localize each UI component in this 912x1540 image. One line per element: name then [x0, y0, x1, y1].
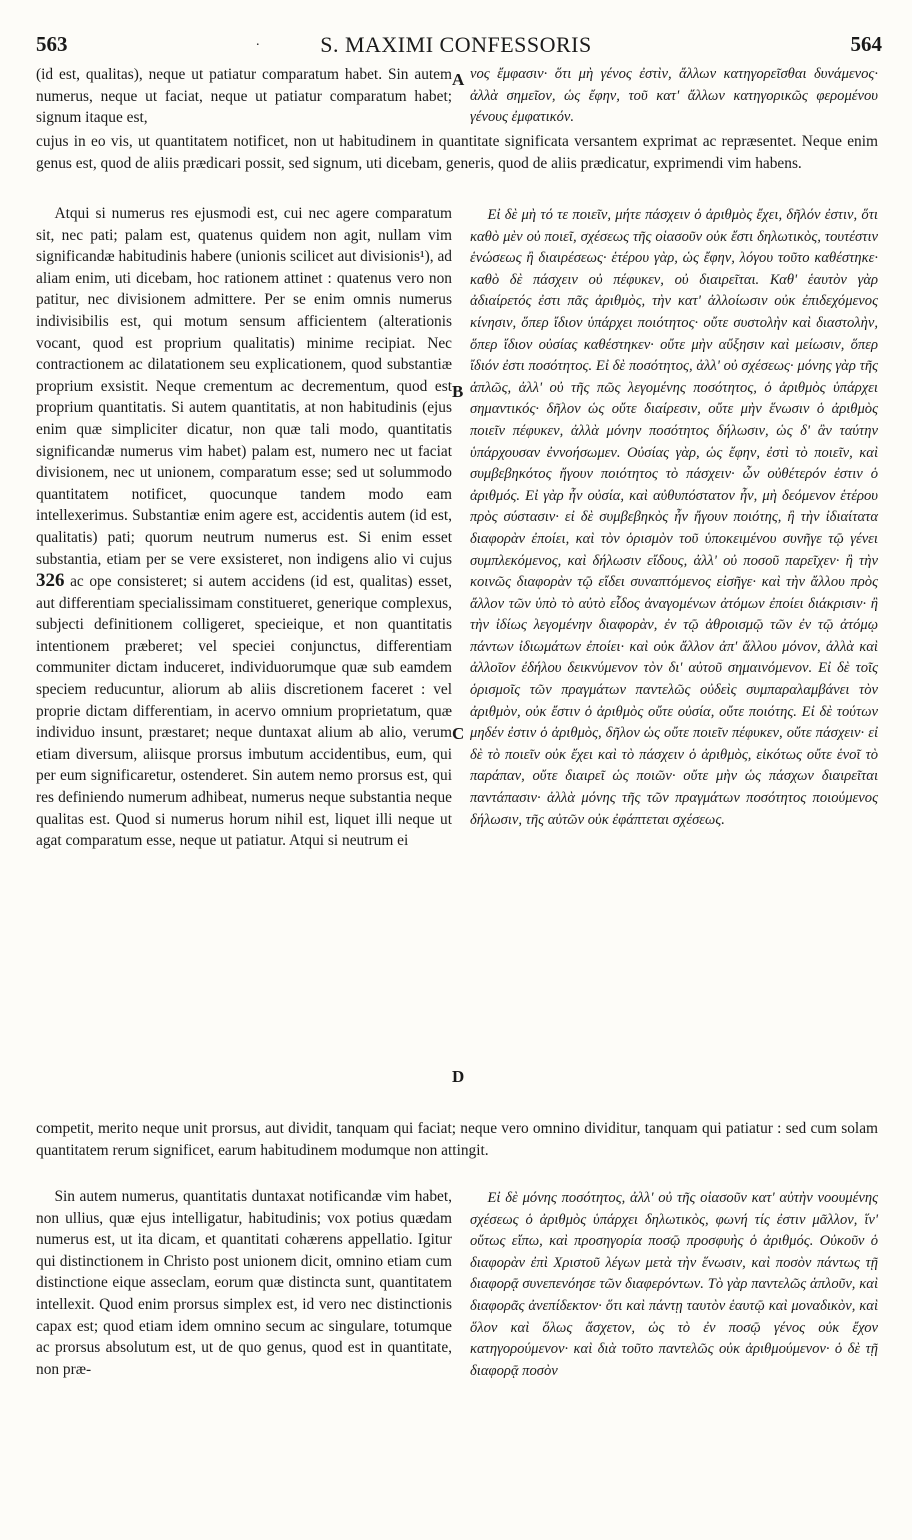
header-dot: .	[256, 34, 260, 49]
latin-column-block1	[36, 64, 452, 129]
latin-paragraph: (id est, qualitas), neque ut patiatur comparatum habet. Sin autem numerus, neque ut faciat, neque ut patiatur comparatum habet; signum itaque est,	[36, 66, 452, 127]
latin-paragraph: Sin autem numerus, quantitatis duntaxat notificandæ vim habet, non ullius, quæ ejus intelligatur, habitudinis; vox potius quædam numerus est, ut ita dicam, et quantitati cohærens appellatio. Igitur qui distinctionem in Christo post unionem dicit, omnino etiam cum distinctione eique asseclam, eorum quæ distincta sunt, quantitatem intellexit. Quod enim prorsus simplex est, id vero nec distinctionis capax est; quod etiam idem omnino secum ac singulare, totumque ac prorsus absolutum est, ut de quo genus, quod est in quantitate, non præ-	[36, 1188, 452, 1378]
latin-text-before-column-number: Atqui si numerus res ejusmodi est, cui nec agere comparatum sit, nec pati; palam est, quatenus quidem non agit, nullam vim significandæ habitudinis habere (unionis scilicet aut divisionis¹), ad aliam enim, uti dicebam, hoc rationem attinet : quatenus vero non patitur, nec divisionem admittere. Per se enim omnis numerus indivisibilis est, qui motum sensum afficientem (alterationis vocant, quod est proprium qualitatis) minime recipiat. Nec contractionem ac dilatationem seu explicationem, quod substantiæ proprium exsistit. Neque crementum ac decrementum, quod est proprium quantitatis. Si autem quantitatis, at non habitudinis (ejus enim quæ simpliciter dicatur, non quæ tali modo, quantitatis significandæ numerus vim habet) palam est, numero nec ut faciat divisionem, nec ut unionem, comparatum esse; sed ut solummodo quantitatem notificet, quocunque tandem modo eam intellexerimus. Substantiæ enim agere est, accidentis autem (id est, qualitatis) pati; quorum neutrum numerus est. Si enim esset substantia, etiam per se vere exsisteret, non indigens alio vi cujus	[36, 205, 452, 568]
greek-column-block2	[470, 205, 878, 831]
margin-letter-a: A	[452, 70, 465, 89]
margin-letter-b: B	[452, 382, 464, 401]
page-number-left: 563	[36, 32, 68, 56]
latin-column-block3	[36, 1186, 452, 1380]
margin-letter-c: C	[452, 724, 465, 743]
full-width-paragraph: cujus in eo vis, ut quantitatem notificet, non ut habitudinem in quantitate significata versantem exprimat ac repræsentet. Neque enim genus est, quod de aliis prædicari possit, sed signum, uti dicebam, generis, quod de aliis prædicatur, exprimendi vim habens.	[36, 133, 878, 172]
column-number: 326	[36, 570, 65, 592]
greek-paragraph: νος ἔμφασιν· ὅτι μὴ γένος ἐστὶν, ἄλλων κατηγορεῖσθαι δυνάμενος· ἀλλὰ σημεῖον, ὡς ἔφην, τοῦ κατ' ἄλλων κατηγορικῶς φερομένου γένους ἐμφατικόν.	[470, 66, 878, 126]
greek-paragraph: Εἰ δὲ μόνης ποσότητος, ἀλλ' οὐ τῆς οἱασοῦν κατ' αὐτὴν νοουμένης σχέσεως ὁ ἀριθμὸς ὑπάρχει δηλωτικὸς, φωνή τίς ἐστιν μᾶλλον, ἵν' οὕτως εἴπω, καὶ προσηγορία ποσῷ προσφυὴς ὁ ἀριθμός. Οὐκοῦν ὁ διαφορὰν ἐπὶ Χριστοῦ λέγων μετὰ τὴν ἕνωσιν, καὶ ποσὸν πάντως τῇ διαφορᾷ συνεπενόησε τῶν διαφερόντων. Τὸ γὰρ παντελῶς ἁπλοῦν, καὶ διαφορᾶς ἀνεπίδεκτον· ὅτι καὶ πάντῃ ταυτὸν ἑαυτῷ καὶ μοναδικὸν, καὶ ὅλον καὶ ὅλως ἄσχετον, ὡς τὸ ἐν ποσῷ γένος οὐκ ἔχον κατηγορούμενον· καὶ διὰ τοῦτο παντελῶς οὐκ ἀριθμούμενον· ὁ δὲ τῇ διαφορᾷ ποσὸν	[470, 1190, 878, 1379]
page-number-right: 564	[850, 32, 882, 56]
running-header	[0, 32, 912, 62]
margin-letter-d: D	[452, 1067, 465, 1086]
full-width-block1	[36, 131, 878, 174]
latin-paragraph	[36, 203, 452, 852]
latin-text-after-column-number: ac ope consisteret; si autem accidens (id est, qualitas) esset, aut differentiam specialissimam constitueret, generique complexus, subjecti definitionem colligeret, specieique, et non quantitatis intentionem præberet; vel speciei conjunctus, differentiam communiter dictam induceret, individuorumque quæ sub eamdem speciem reducuntur, aliorum ab aliis discretionem faceret : vel proprie dictam differentiam, in acervo omnium proprietatum, quæ individuo insunt, præstaret; neque duntaxat alium ab alio, verum etiam diversum, aliisque prorsus imbutum accidentibus, eum, qui per eum significaretur, ostenderet. Sin autem nemo prorsus est, qui res definiendo numerum adhibeat, numerus neque substantia neque qualitas est. Quod si numerus horum nihil est, liquet illi neque ut agat comparatum esse, neque ut patiatur. Atqui si neutrum ei	[36, 573, 452, 850]
greek-column-block1	[470, 64, 878, 129]
full-width-block2	[36, 1118, 878, 1161]
greek-column-block3	[470, 1188, 878, 1382]
greek-paragraph: Εἰ δὲ μὴ τό τε ποιεῖν, μήτε πάσχειν ὁ ἀριθμὸς ἔχει, δῆλόν ἐστιν, ὅτι καθὸ μὲν οὐ ποιεῖ, σχέσεως τῆς οἱασοῦν οὐκ ἔστι δηλωτικὸς, τουτέστιν ἑνώσεως ἢ διαιρέσεως· ἑτέρου γὰρ, ὡς ἔφην, λόγου τοῦτο καθέστηκε· καθὸ δὲ πάσχειν οὐ πέφυκεν, οὐ διαιρεῖται. Καθ' ἑαυτὸν γὰρ ἀδιαίρετός ἐστι πᾶς ἀριθμὸς, τὴν κατ' ἀλλοίωσιν οὐκ ἐπιδεχόμενος κίνησιν, ὅπερ ἴδιον ὑπάρχει ποιότητος· οὔτε συστολὴν καὶ διαστολὴν, ὅπερ ἴδιον οὐσίας καθέστηκεν· οὔτε μὴν αὔξησιν καὶ μείωσιν, ὅπερ ἴδιόν ἐστι ποσότητος. Εἰ δὲ ποσότητος, ἀλλ' οὐ σχέσεως· μόνης γὰρ τῆς ἁπλῶς, ἀλλ' οὐ τῆς πῶς λεγομένης ποσότητος, ὁ ἀριθμὸς ὑπάρχει σημαντικός· δῆλον ὡς οὔτε διαίρεσιν, οὔτε μὴν ἕνωσιν ὁ ἀριθμὸς ποιεῖν πέφυκεν, ἀλλὰ μόνην ποσότητος δήλωσιν, ὡς δ' ἂν ταύτην ὑπάρχουσαν ἐννοήσωμεν. Οὐσίας γὰρ, ὡς ἔφην, ἐστὶ τὸ ποιεῖν, καὶ συμβεβηκότος ἤγουν ποιότητος τὸ πάσχειν· ὧν οὐθέτερόν ἐστιν ὁ ἀριθμός. Εἰ γὰρ ἦν οὐσία, καὶ αὐθυπόστατον ἦν, μὴ δεόμενον ἑτέρου πρὸς σύστασιν· εἰ δὲ συμβεβηκὸς ἦν ἤγουν ποιότης, ἢ τὴν ἰδιαίτατα διαφορὰν ἐποίει, καὶ τὸν ὁρισμὸν τοῦ ὑποκειμένου συνῆγε τῷ γένει συμπλεκόμενος, καὶ δήλωσιν εἴδους, ἀλλ' οὐ ποσοῦ παρεῖχεν· ἢ τὴν κοινῶς διαφορὰν τῷ εἴδει συναπτόμενος εἰσῆγε· καὶ τὴν ἄλλου πρὸς ἄλλον τῶν ὑπὸ τὸ αὐτὸ εἶδος ἀναγομένων ἀτόμων ἐποίει διάκρισιν· ἢ τὴν ἰδίως λεγομένην διαφορὰν, ἐν τῷ ἀθροισμῷ τῶν ἐν τῷ ἀτόμῳ πάντων ἰδιωμάτων ἐποίει· καὶ οὐκ ἄλλον ἀπ' ἄλλου μόνον, ἀλλὰ καὶ ἀλλοῖον ἐδήλου δεικνύμενον τὸν δι' αὐτοῦ σημαινόμενον. Εἰ δὲ τοῖς ὁρισμοῖς τῶν πραγμάτων παντελῶς οὐδεὶς συμπαραλαμβάνει τὸν ἀριθμὸν, οὐκ ἔστιν ὁ ἀριθμὸς οὔτε οὐσία, οὔτε ποιότης. Εἰ δὲ τούτων μηδέν ἐστιν ὁ ἀριθμὸς, δῆλον ὡς οὔτε ποιεῖν πέφυκεν, οὔτε πάσχειν· εἰ δὲ τὸ ποιεῖν οὐκ ἔχει καὶ τὸ πάσχειν ὁ ἀριθμὸς, εἰκότως οὔτε ἑνοῖ τὸ παράπαν, οὔτε διαιρεῖ ὡς ποιῶν· οὔτε μὴν ὡς πάσχων διαιρεῖται παντάπασιν· ἀλλὰ μόνης τῆς τῶν πραγμάτων ποσότητος ποιούμενος δήλωσιν, τῆς αὐτῶν οὐκ ἐφάπτεται σχέσεως.	[470, 207, 878, 828]
full-width-paragraph: competit, merito neque unit prorsus, aut dividit, tanquam qui faciat; neque vero omnino dividitur, tanquam qui patiatur : sed cum solam quantitatem rerum significet, earum habitudinem modumque non attingit.	[36, 1120, 878, 1159]
running-title: S. MAXIMI CONFESSORIS	[320, 32, 592, 57]
latin-column-block2	[36, 203, 452, 852]
